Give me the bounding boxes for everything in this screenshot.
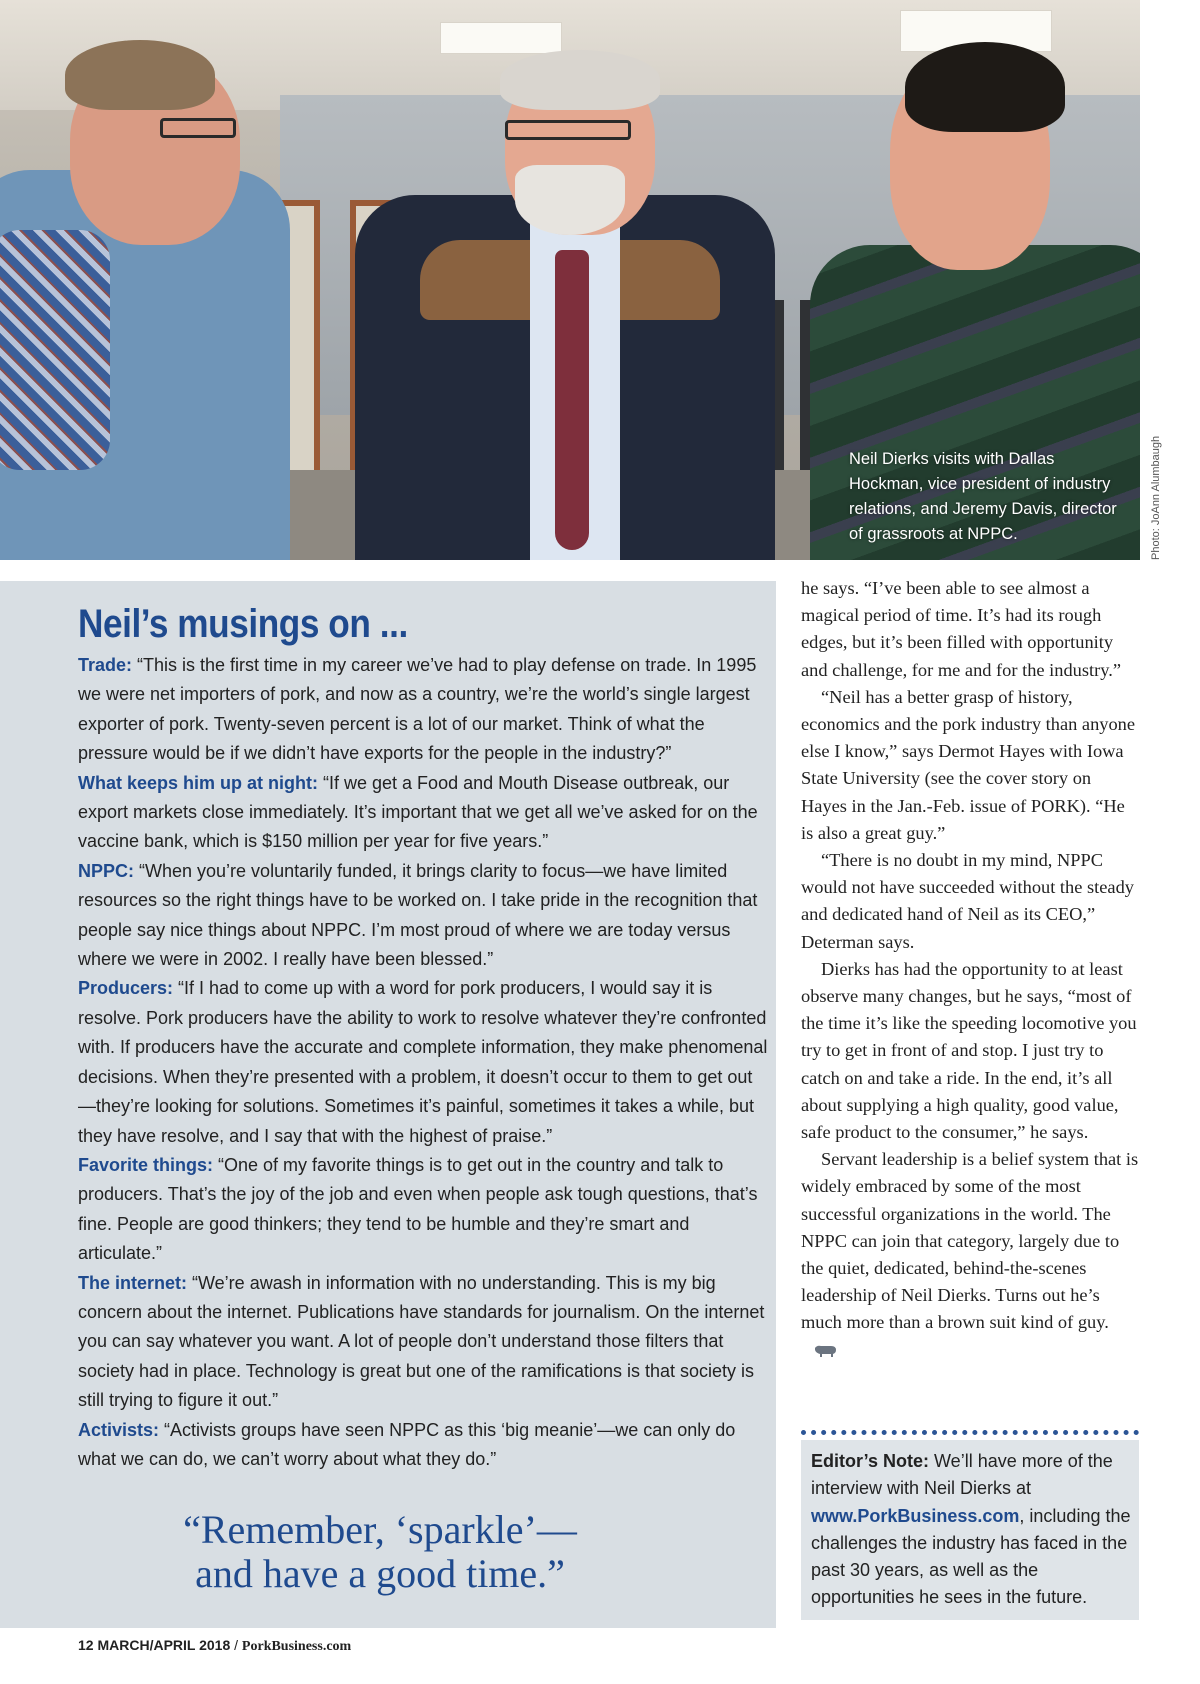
- musing-item: [78, 1269, 768, 1416]
- musing-label: Activists:: [78, 1419, 160, 1440]
- photo-person-hair: [500, 50, 660, 110]
- porkbusiness-link[interactable]: www.PorkBusiness.com: [811, 1505, 1020, 1526]
- musing-label: Producers:: [78, 978, 174, 999]
- page-footer: [78, 1637, 351, 1655]
- article-paragraph: Dierks has had the opportunity to at least observe many changes, but he says, “most of the time it’s like the speeding locomotive you try to get in front of and stop. I just try to catch on and take a ride. In the end, it’s all about supplying a high quality, good value, safe product to the consumer,” he says.: [801, 958, 1137, 1143]
- article-paragraph: Servant leadership is a belief system that is widely embraced by some of the most successful organizations in the world. The NPPC can join that category, largely due to the quiet, dedicated, behind-the-scenes leadership of Neil Dierks. Turns out he’s much more than a brown suit kind of guy.: [801, 1149, 1139, 1333]
- musing-item: [78, 769, 768, 857]
- musing-text: “If I had to come up with a word for pork producers, I would say it is resolve. Pork producers have the ability to work to resolve whatever they’re confronted with. If producers have the accurate and complete information, they make phenomenal decisions. When they’re presented with a problem, it doesn’t occur to them to get out—they’re looking for solutions. Sometimes it’s painful, sometimes it takes a while, but they have resolve, and I say that with the highest of praise.”: [78, 978, 768, 1146]
- musing-text: “This is the first time in my career we’ve had to play defense on trade. In 1995 we were net importers of pork, and now as a country, we’re the world’s single largest exporter of pork. Twenty-seven percent is a lot of our market. Think of what the pressure would be if we didn’t have exports for the people in the industry?”: [78, 655, 757, 764]
- pull-quote-line: and have a good time.”: [195, 1551, 565, 1596]
- photo-caption: Neil Dierks visits with Dallas Hockman, vice president of industry relations, and Jeremy Davis, director of grassroots at NPPC.: [849, 450, 1117, 543]
- footer-issue: 12 MARCH/APRIL 2018: [78, 1637, 231, 1653]
- editor-note-label: Editor’s Note:: [811, 1451, 930, 1471]
- musing-label: Trade:: [78, 655, 133, 675]
- editor-note-divider: [801, 1430, 1139, 1435]
- musing-item: [78, 651, 768, 769]
- musing-text: “One of my favorite things is to get out in the country and talk to producers. That’s the joy of the job and even when people ask tough questions, that’s fine. People are good thinkers; they tend to be humble and they’re smart and articulate.”: [78, 1154, 758, 1264]
- editor-note: [811, 1448, 1133, 1612]
- photo-person-tie: [555, 250, 589, 550]
- article-paragraph: “There is no doubt in my mind, NPPC would not have succeeded without the steady and dedicated hand of Neil as its CEO,” Determan says.: [801, 850, 1134, 952]
- musing-text: “We’re awash in information with no understanding. This is my big concern about the internet. Publications have standards for journalism. On the internet you can say whatever you want. A lot of people don’t understand those filters that society had in place. Technology is great but one of the ramifications is that society is still trying to figure it out.”: [78, 1272, 765, 1411]
- photo-person-glasses: [160, 118, 236, 138]
- article-paragraph: he says. “I’ve been able to see almost a magical period of time. It’s had its rough edges, but it’s been filled with opportunity and challenge, for me and for the industry.”: [801, 578, 1122, 680]
- musing-label: Favorite things:: [78, 1154, 214, 1175]
- photo-credit: Photo: JoAnn Alumbaugh: [1150, 435, 1162, 560]
- musing-text: “Activists groups have seen NPPC as this ‘big meanie’—we can only do what we can do, we can’t worry about what they do.”: [78, 1419, 736, 1469]
- photo-person-hair: [905, 42, 1065, 132]
- article-photo: [0, 0, 1140, 560]
- article-body: [801, 575, 1141, 1364]
- musing-item: [78, 974, 768, 1150]
- pull-quote: [160, 1508, 600, 1596]
- footer-separator: /: [230, 1637, 242, 1653]
- editor-note-text: We’ll have more of the interview with Neil Dierks at: [811, 1451, 1113, 1499]
- footer-site: PorkBusiness.com: [241, 1639, 352, 1654]
- musing-label: What keeps him up at night:: [78, 772, 319, 793]
- musing-label: NPPC:: [78, 860, 135, 881]
- photo-person-shirt: [0, 230, 110, 470]
- musing-item: [78, 857, 768, 975]
- photo-person-beard: [515, 165, 625, 235]
- pull-quote-line: “Remember, ‘sparkle’—: [183, 1507, 577, 1552]
- musing-label: The internet:: [78, 1272, 188, 1293]
- editor-note-text: , including the challenges the industry has faced in the past 30 years, as well as the opportunities he sees in the future.: [811, 1505, 1131, 1608]
- musing-text: “If we get a Food and Mouth Disease outbreak, our export markets close immediately. It’s important that we get all we’ve asked for on the vaccine bank, which is $150 million per year for five years.”: [78, 772, 758, 852]
- musing-item: [78, 1416, 768, 1475]
- pig-icon: [813, 1344, 837, 1358]
- musing-item: [78, 1151, 768, 1269]
- musing-text: “When you’re voluntarily funded, it brings clarity to focus—we have limited resources so the right things have to be worked on. I take pride in the recognition that people say nice things about NPPC. I’m most proud of where we are today versus where we were in 2002. I really have been blessed.”: [78, 860, 758, 970]
- article-paragraph-last: [801, 1146, 1141, 1364]
- photo-person-glasses: [505, 120, 631, 140]
- musings-list: [78, 651, 768, 1474]
- photo-person-hair: [65, 40, 215, 110]
- article-paragraph: “Neil has a better grasp of history, economics and the pork industry than anyone else I know,” says Dermot Hayes with Iowa State University (see the cover story on Hayes in the Jan.-Feb. issue of PORK). “He is also a great guy.”: [801, 686, 1136, 843]
- sidebar-title: Neil’s musings on ...: [78, 602, 408, 646]
- photo-ceiling-light: [440, 22, 562, 54]
